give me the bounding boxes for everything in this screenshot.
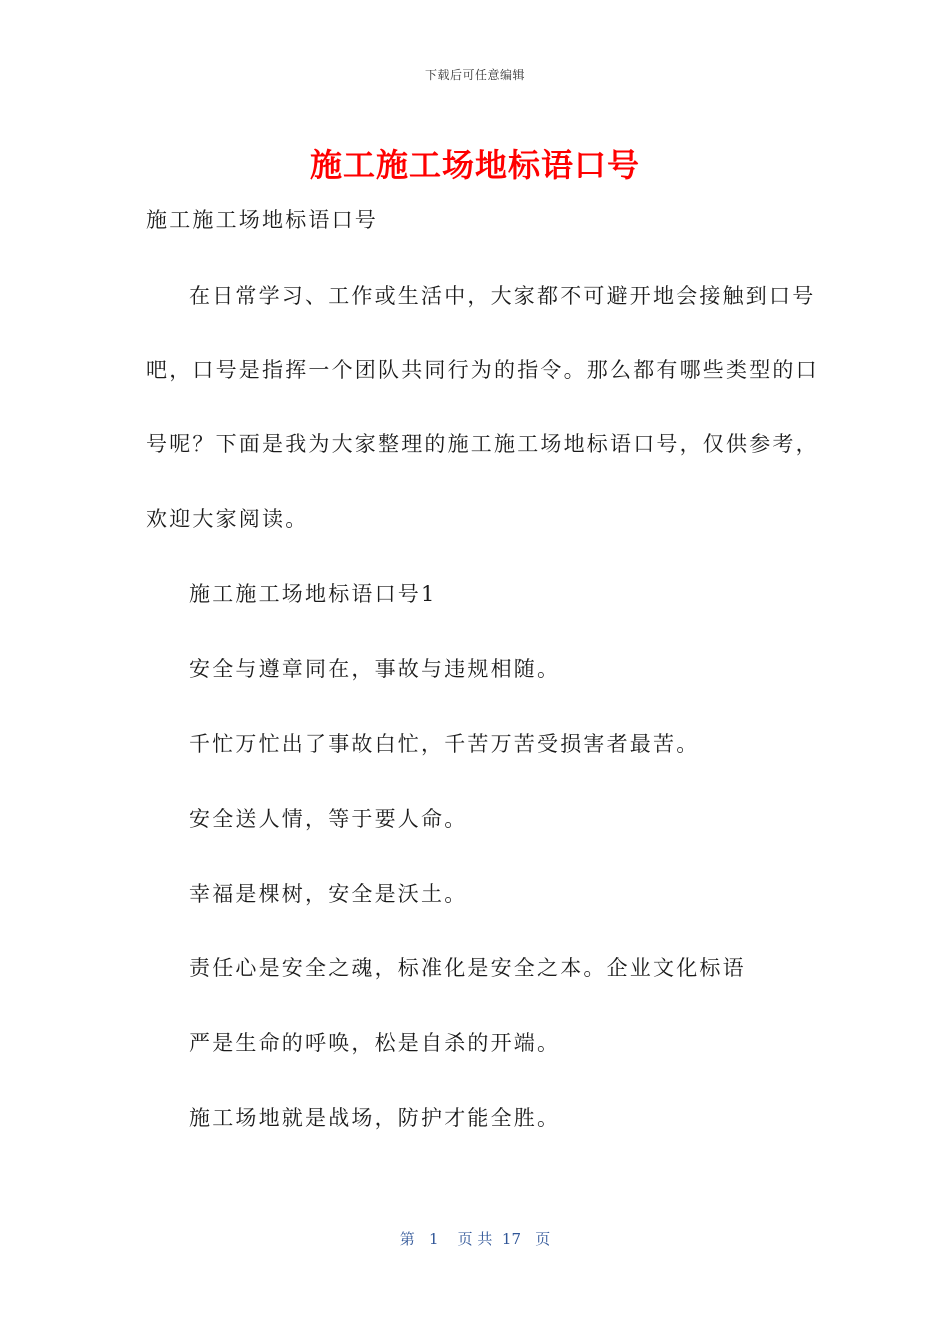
intro-line-3: 号呢？下面是我为大家整理的施工施工场地标语口号，仅供参考， [146, 432, 819, 456]
intro-line-4: 欢迎大家阅读。 [146, 507, 309, 531]
slogan-item: 严是生命的呼唤，松是自杀的开端。 [189, 1031, 561, 1055]
slogan-item: 责任心是安全之魂，标准化是安全之本。企业文化标语 [189, 956, 746, 980]
slogan-item: 安全送人情，等于要人命。 [189, 807, 468, 831]
document-title: 施工施工场地标语口号 [309, 146, 640, 184]
slogan-item: 千忙万忙出了事故白忙，千苦万苦受损害者最苦。 [189, 732, 700, 756]
page-footer: 第 1 页 共 17 页 [399, 1230, 551, 1248]
subtitle-line: 施工施工场地标语口号 [146, 208, 378, 232]
slogan-item: 施工场地就是战场，防护才能全胜。 [189, 1106, 561, 1130]
intro-line-1: 在日常学习、工作或生活中，大家都不可避开地会接触到口号 [189, 284, 816, 308]
intro-line-2: 吧，口号是指挥一个团队共同行为的指令。那么都有哪些类型的口 [146, 358, 819, 382]
section-heading: 施工施工场地标语口号1 [189, 582, 437, 606]
header-note: 下载后可任意编辑 [424, 68, 525, 82]
slogan-item: 安全与遵章同在，事故与违规相随。 [189, 657, 561, 681]
slogan-item: 幸福是棵树，安全是沃土。 [189, 882, 468, 906]
